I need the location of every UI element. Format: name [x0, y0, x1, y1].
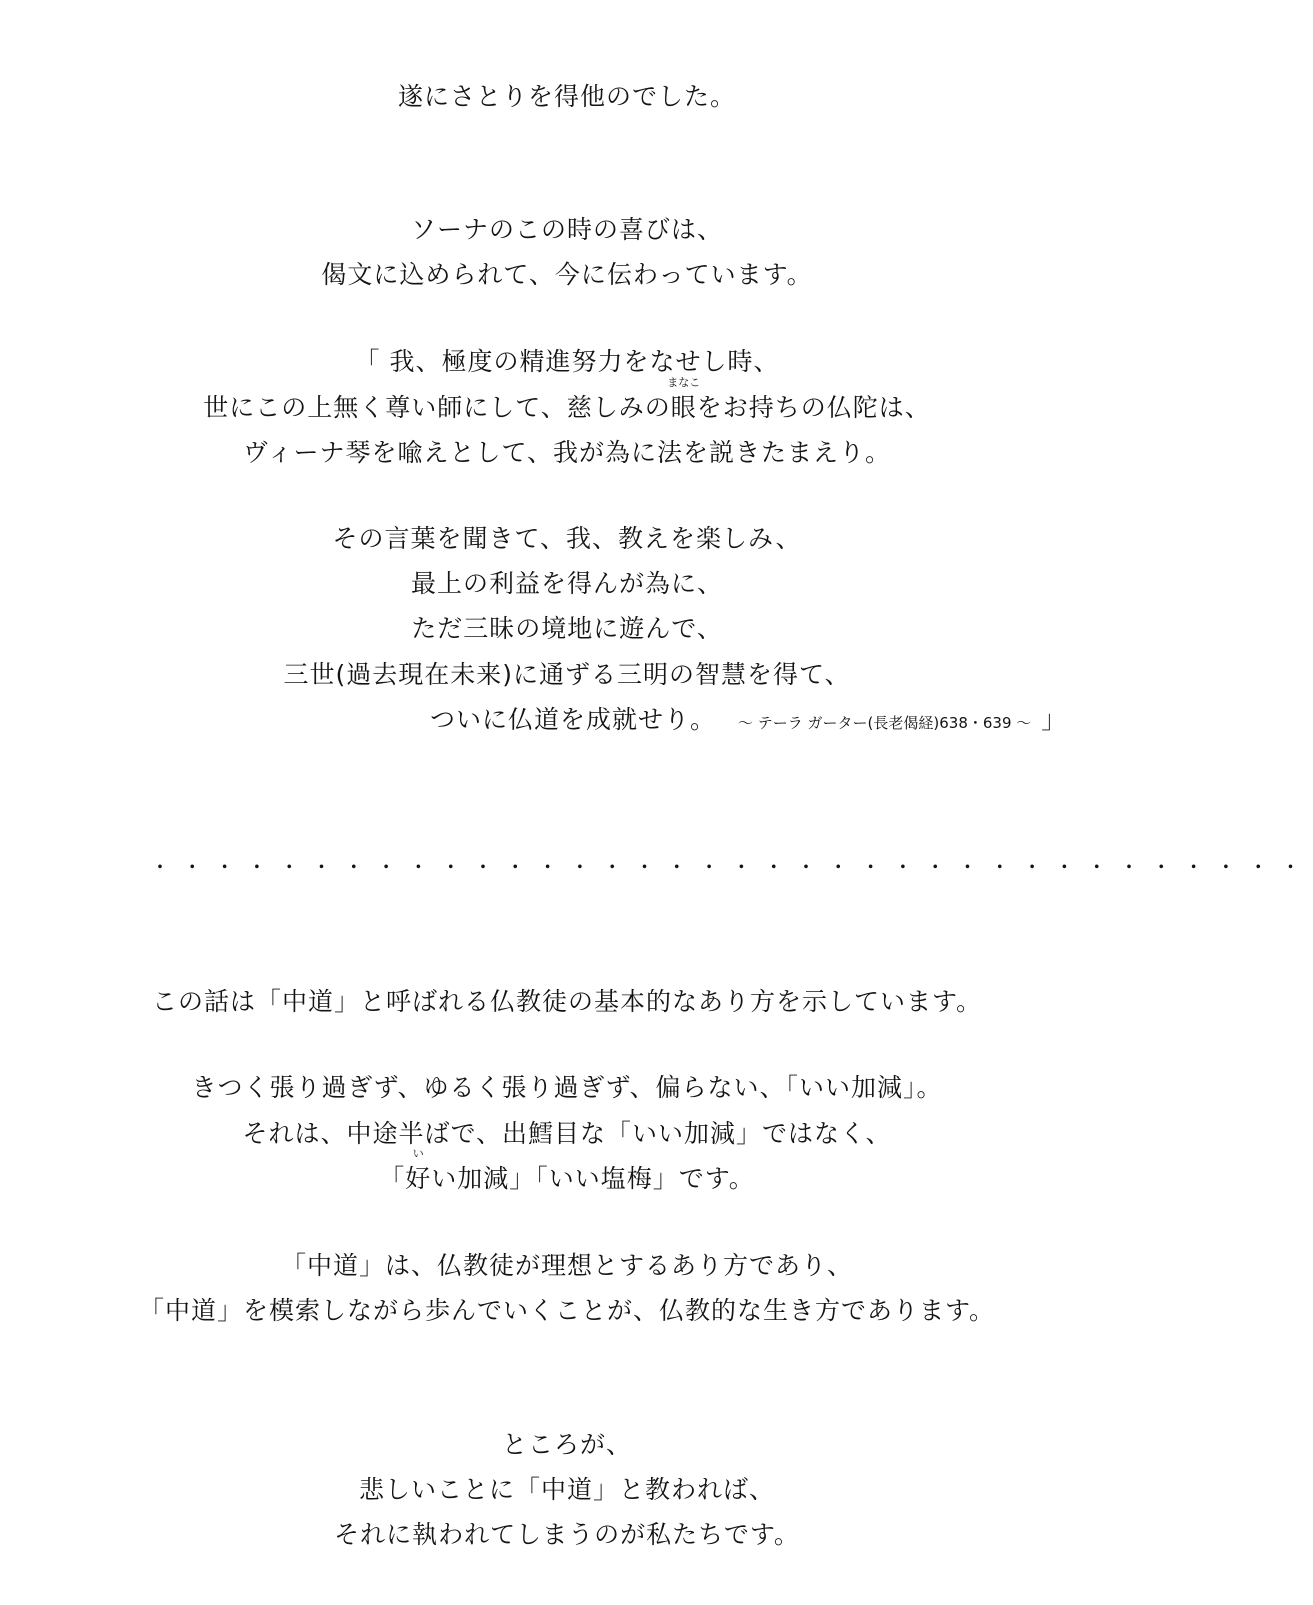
verse-line-8-text: ついに仏道を成就せり。	[430, 705, 717, 734]
dotted-divider: ・・・・・・・・・・・・・・・・・・・・・・・・・・・・・・・・・・・・	[150, 855, 1313, 879]
verse-line-5: 最上の利益を得んが為に、	[410, 569, 723, 598]
closing-line-1: ところが、	[501, 1430, 632, 1459]
verse-close-quote: 」	[1041, 705, 1068, 734]
verse-line-2-after: をお持ちの仏陀は、	[696, 393, 931, 422]
ruby-i	[405, 1147, 432, 1196]
verse-citation: ～ テーラ ガーター(長老偈経)638・639 ～	[738, 714, 1032, 732]
ruby-reading-i: い	[412, 1147, 424, 1160]
verse-line-2	[0, 376, 1134, 425]
ruby-manako	[667, 376, 701, 425]
intro-line-2: 偈文に込められて、今に伝わっています。	[321, 260, 813, 289]
explanation-line-5: 「中道」は、仏教徒が理想とするあり方であり、	[280, 1251, 853, 1280]
closing-line-2: 悲しいことに「中道」と教われば、	[358, 1475, 775, 1504]
explanation-line-3: それは、中途半ばで、出鱈目な「いい加減」ではなく、	[242, 1119, 892, 1148]
ruby-base-eye: 眼	[670, 393, 697, 422]
explanation-line-4-after: い加減」「いい塩梅」です。	[431, 1164, 755, 1193]
opening-line: 遂にさとりを得他のでした。	[397, 82, 736, 111]
explanation-line-4-before: 「	[379, 1164, 406, 1193]
explanation-line-1: この話は「中道」と呼ばれる仏教徒の基本的なあり方を示しています。	[151, 987, 982, 1016]
explanation-line-2: きつく張り過ぎず、ゆるく張り過ぎず、偏らない、「いい加減」。	[191, 1073, 943, 1102]
ruby-reading-manako: まなこ	[667, 376, 701, 389]
verse-line-2-before: 世にこの上無く尊い師にして、慈しみの	[203, 393, 671, 422]
verse-line-7: 三世(過去現在未来)に通ずる三明の智慧を得て、	[283, 660, 851, 689]
verse-line-8	[430, 703, 1110, 740]
explanation-line-4	[0, 1147, 1134, 1196]
verse-line-6: ただ三昧の境地に遊んで、	[411, 614, 723, 643]
verse-line-4: その言葉を聞きて、我、教えを楽しみ、	[332, 524, 802, 553]
explanation-line-6: 「中道」を模索しながら歩んでいくことが、仏教的な生き方であります。	[138, 1296, 995, 1325]
ruby-base-good: 好	[405, 1164, 432, 1193]
intro-line-1: ソーナのこの時の喜びは、	[410, 215, 723, 244]
closing-line-3: それに執われてしまうのが私たちです。	[334, 1520, 800, 1549]
verse-line-3: ヴィーナ琴を喩えとして、我が為に法を説きたまえり。	[242, 438, 891, 467]
verse-line-1: 「 我、極度の精進努力をなせし時、	[354, 347, 780, 376]
